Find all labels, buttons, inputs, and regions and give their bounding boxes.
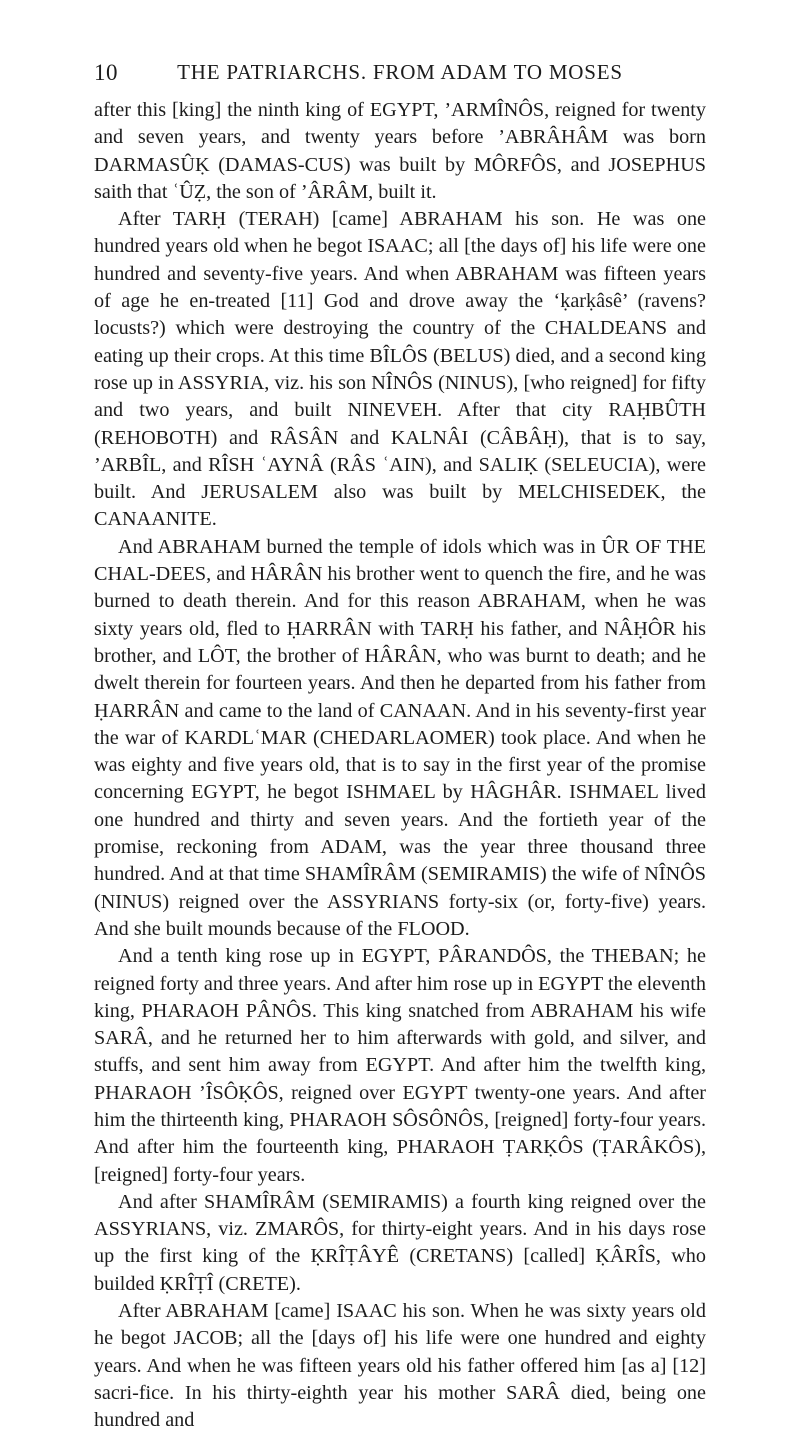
paragraph: And a tenth king rose up in EGYPT, PÂRANDÔS, the THEBAN; he reigned forty and three years. And after him rose up in EGYPT the eleventh king, PHARAOH PÂNÔS. This king snatched from ABRAHAM his wife SARÂ, and he returned her to him afterwards with gold, and silver, and stuffs, and sent him away from EGYPT. And after him the twelfth king, PHARAOH ’ÎSÔḲÔS, reigned over EGYPT twenty-one years. And after him the thirteenth king, PHARAOH SÔSÔNÔS, [reigned] forty-four years. And after him the fourteenth king, PHARAOH ṬARḲÔS (ṬARÂKÔS), [reigned] forty-four years. bbox=[94, 945, 706, 1186]
paragraph: After ABRAHAM [came] ISAAC his son. When he was sixty years old he begot JACOB; all the [days of] his life were one hundred and eighty years. And when he was fifteen years old his father offered him [as a] [12] sacri-fice. In his thirty-eighth year his mother SARÂ died, being one hundred and bbox=[94, 1300, 706, 1432]
body-text bbox=[94, 97, 706, 1435]
page-number: 10 bbox=[94, 60, 118, 85]
paragraph: after this [king] the ninth king of EGYPT, ’ARMÎNÔS, reigned for twenty and seven years, and twenty years before ’ABRÂHÂM was born DARMASÛḲ (DAMAS-CUS) was built by MÔRFÔS, and JOSEPHUS saith that ʿÛẒ, the son of ’ÂRÂM, built it. bbox=[94, 99, 706, 203]
page-header bbox=[94, 60, 706, 90]
paragraph: And after SHAMÎRÂM (SEMIRAMIS) a fourth king reigned over the ASSYRIANS, viz. ZMARÔS, for thirty-eight years. And in his days rose up the first king of the ḲRÎṬÂYÊ (CRETANS) [called] ḲÂRÎS, who builded ḲRÎṬÎ (CRETE). bbox=[94, 1190, 706, 1295]
paragraph: And ABRAHAM burned the temple of idols which was in ÛR OF THE CHAL-DEES, and HÂRÂN his brother went to quench the fire, and he was burned to death therein. And for this reason ABRAHAM, when he was sixty years old, fled to ḤARRÂN with TARḤ his father, and NÂḤÔR his brother, and LÔT, the brother of HÂRÂN, who was burnt to death; and he dwelt therein for fourteen years. And then he departed from his father from ḤARRÂN and came to the land of CANAAN. And in his seventy-first year the war of KARDLʿMAR (CHEDARLAOMER) took place. And when he was eighty and five years old, that is to say in the first year of the promise concerning EGYPT, he begot ISHMAEL by HÂGHÂR. ISHMAEL lived one hundred and thirty and seven years. And the fortieth year of the promise, reckoning from ADAM, was the year three thousand three hundred. And at that time SHAMÎRÂM (SEMIRAMIS) the wife of NÎNÔS (NINUS) reigned over the ASSYRIANS forty-six (or, forty-five) years. And she built mounds because of the FLOOD. bbox=[94, 535, 706, 940]
running-title: THE PATRIARCHS. FROM ADAM TO MOSES bbox=[177, 60, 623, 84]
paragraph: After TARḤ (TERAH) [came] ABRAHAM his son. He was one hundred years old when he begot ISAAC; all [the days of] his life were one hundred and seventy-five years. And when ABRAHAM was fifteen years of age he en-treated [11] God and drove away the ‘ḳarḳâsê’ (ravens? locusts?) which were destroying the country of the CHALDEANS and eating up their crops. At this time BÎLÔS (BELUS) died, and a second king rose up in ASSYRIA, viz. his son NÎNÔS (NINUS), [who reigned] for fifty and two years, and built NINEVEH. After that city RAḤBÛTH (REHOBOTH) and RÂSÂN and KALNÂI (CÂBÂḤ), that is to say, ’ARBÎL, and RÎSH ʿAYNÂ (RÂS ʿAIN), and SALIḲ (SELEUCIA), were built. And JERUSALEM also was built by MELCHISEDEK, the CANAANITE. bbox=[94, 208, 706, 531]
